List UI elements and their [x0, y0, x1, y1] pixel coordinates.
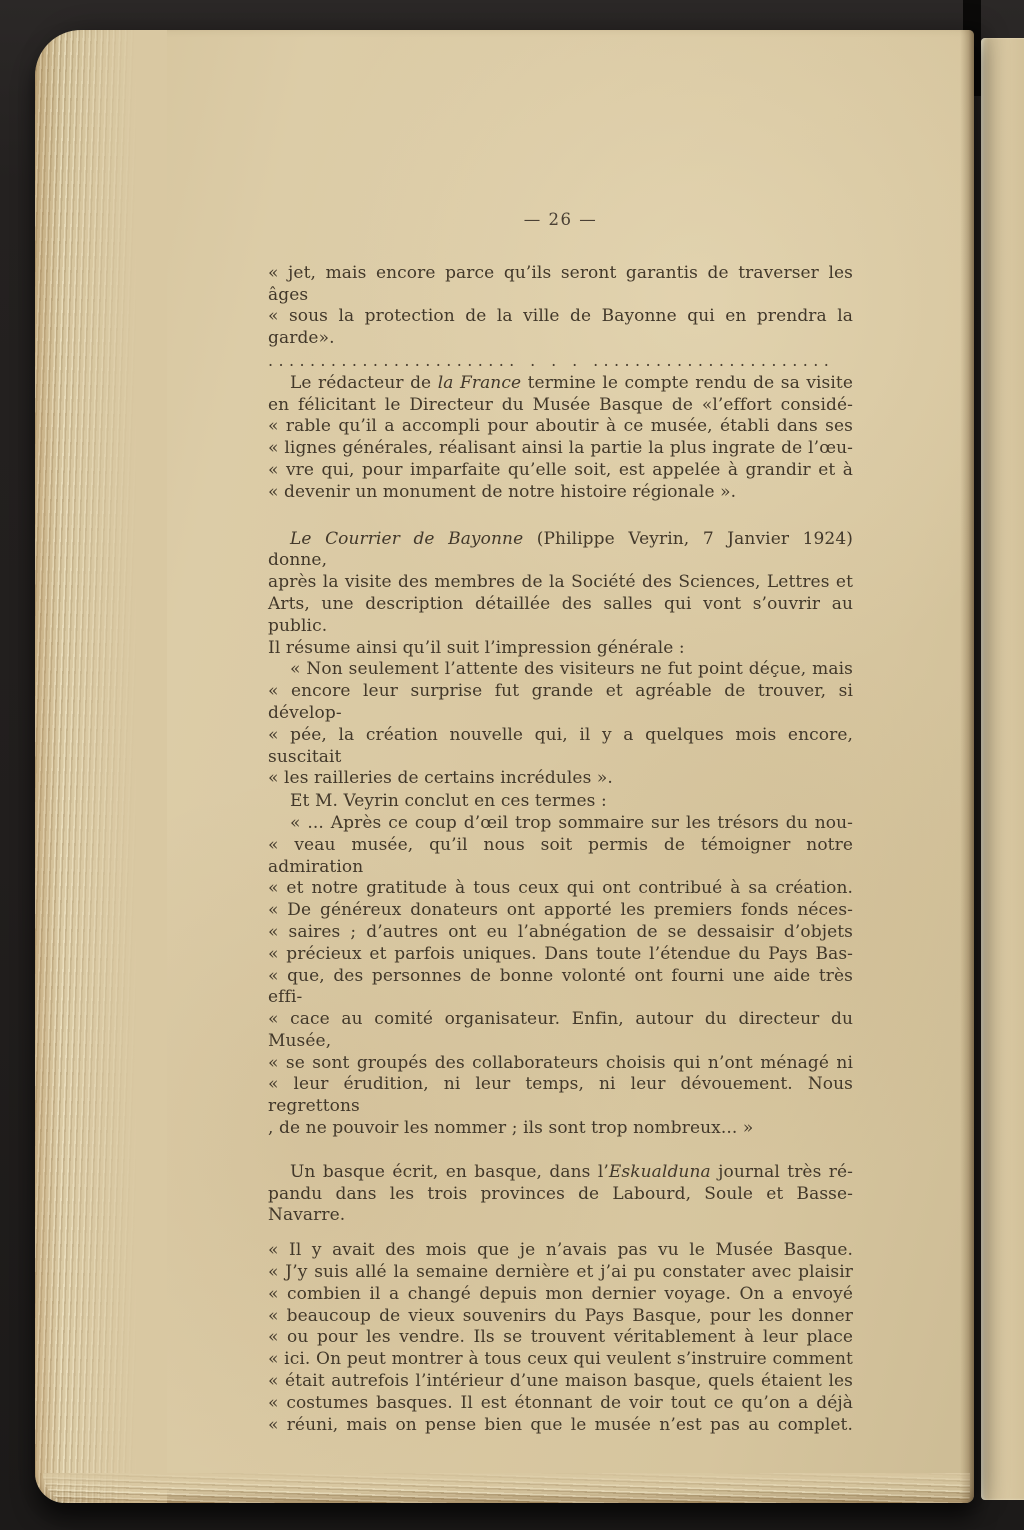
italic-title: Le Courrier de Bayonne [290, 528, 524, 549]
text-line: « cace au comité organisateur. Enfin, autour du directeur du Musée, [268, 1009, 853, 1051]
text-run: Un basque écrit, en basque, dans l’ [290, 1161, 609, 1182]
text-line: « costumes basques. Il est étonnant de voir tout ce qu’on a déjà [268, 1392, 853, 1413]
page-number: — 26 — [523, 210, 598, 229]
text-line: en félicitant le Directeur du Musée Basque de «l’effort considé- [268, 394, 853, 415]
text-line: « encore leur surprise fut grande et agréable de trouver, si dévelop- [268, 681, 853, 723]
text-run: (Philippe Veyrin, 7 Janvier 1924) donne, [268, 528, 853, 571]
paragraph-veyrin-quote [268, 813, 853, 1140]
paragraph-veyrin-conclut [268, 791, 853, 813]
text-line: « que, des personnes de bonne volonté ont fourni une aide très effi- [268, 965, 853, 1008]
text-line: « J’y suis allé la semaine dernière et j’ai pu constater avec plaisir [268, 1262, 853, 1283]
paragraph-impression-quote [268, 659, 853, 790]
text-line: « Non seulement l’attente des visiteurs ne fut point déçue, mais [290, 659, 853, 680]
text-line [268, 373, 853, 395]
text-line: « leur érudition, ni leur temps, ni leur dévouement. Nous regrettons [268, 1074, 853, 1117]
text-line: « ou pour les vendre. Ils se trouvent véritablement à leur place [268, 1327, 853, 1348]
facing-page-edge [981, 38, 1024, 1500]
text-line: « Il y avait des mois que je n’avais pas vu le Musée Basque. [268, 1240, 853, 1261]
text-line: « sous la protection de la ville de Bayonne qui en prendra la garde». [268, 306, 853, 349]
text-line: « réuni, mais on pense bien que le musée n’est pas au complet. [268, 1414, 853, 1435]
text-line: « saires ; d’autres ont eu l’abnégation de se dessaisir d’objets [268, 921, 853, 942]
text-line: « jet, mais encore parce qu’ils seront garantis de traverser les âges [268, 262, 853, 305]
page-edge-stack-bottom [43, 1473, 970, 1503]
text-line [268, 529, 853, 573]
italic-title: Eskualduna [608, 1161, 711, 1182]
text-line: « se sont groupés des collaborateurs choisis qui n’ont ménagé ni [268, 1052, 853, 1073]
page-edge-stack-left [35, 30, 167, 1503]
page-text-block [268, 209, 853, 1436]
text-line: « veau musée, qu’il nous soit permis de témoigner notre admiration [268, 834, 853, 877]
paragraph-basque-quote [268, 1240, 853, 1436]
text-line: « De généreux donateurs ont apporté les premiers fonds néces- [268, 900, 853, 921]
text-line: « pée, la création nouvelle qui, il y a quelques mois encore, suscitait [268, 724, 853, 767]
text-line: « rable qu’il a accompli pour aboutir à ce musée, établi dans ses [268, 416, 853, 437]
text-line: « et notre gratitude à tous ceux qui ont contribué à sa création. [268, 878, 853, 899]
paragraph-eskualduna [268, 1162, 853, 1227]
paragraph-quote-continuation [268, 263, 853, 350]
text-line: après la visite des membres de la Société des Sciences, Lettres et [268, 572, 853, 593]
text-line: Et M. Veyrin conclut en ces termes : [290, 791, 607, 812]
text-line: Arts, une description détaillée des salles qui vont s’ouvrir au public. [268, 593, 853, 636]
ellipsis-divider: ........................ . . . ....................... [268, 350, 835, 370]
text-line: pandu dans les trois provinces de Labourd, Soule et Basse-Navarre. [268, 1183, 853, 1226]
text-line: , de ne pouvoir les nommer ; ils sont trop nombreux... » [268, 1118, 754, 1139]
text-line: « vre qui, pour imparfaite qu’elle soit, est appelée à grandir et à [268, 459, 853, 480]
text-line: « devenir un monument de notre histoire régionale ». [268, 481, 737, 502]
text-line: « combien il a changé depuis mon dernier voyage. On a envoyé [268, 1283, 853, 1304]
text-line: « ici. On peut montrer à tous ceux qui veulent s’instruire comment [268, 1349, 853, 1370]
book-page [35, 30, 974, 1503]
text-line: « les railleries de certains incrédules ». [268, 768, 613, 789]
italic-title: la France [437, 372, 522, 393]
text-line: « précieux et parfois uniques. Dans toute l’étendue du Pays Bas- [268, 943, 853, 964]
page-gutter-shadow [960, 30, 974, 1503]
text-run: journal très ré- [710, 1161, 853, 1182]
text-line: Il résume ainsi qu’il suit l’impression générale : [268, 637, 685, 658]
text-line: « lignes générales, réalisant ainsi la partie la plus ingrate de l’œu- [268, 438, 853, 459]
text-line: « ... Après ce coup d’œil trop sommaire sur les trésors du nou- [290, 812, 853, 833]
paragraph-la-france [268, 373, 853, 504]
text-line: « beaucoup de vieux souvenirs du Pays Basque, pour les donner [268, 1305, 853, 1326]
paragraph-courrier-de-bayonne [268, 529, 853, 660]
text-line: « était autrefois l’intérieur d’une maison basque, quels étaient les [268, 1371, 853, 1392]
text-line [268, 1162, 853, 1184]
text-run: termine le compte rendu de sa visite [521, 372, 854, 393]
text-run: Le rédacteur de [290, 372, 438, 393]
